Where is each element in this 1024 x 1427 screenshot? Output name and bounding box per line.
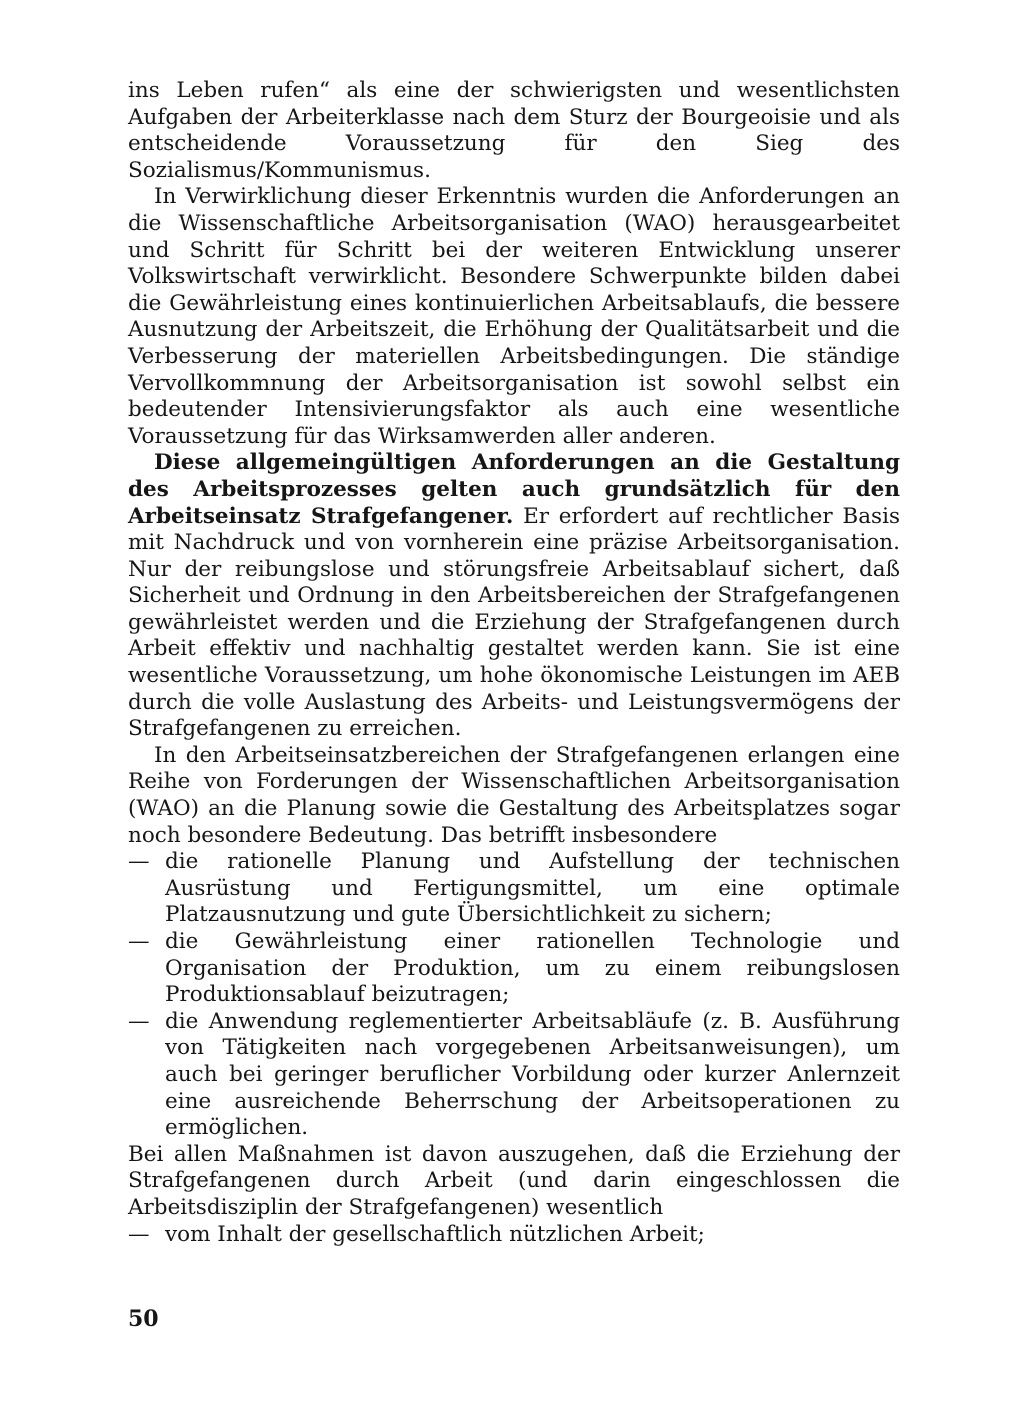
dash-bullet: — <box>128 929 150 954</box>
list-item-text: vom Inhalt der gesellschaftlich nützlichen Arbeit; <box>165 1221 705 1247</box>
list-item <box>128 929 900 1009</box>
dash-bullet: — <box>128 1221 150 1247</box>
paragraph-5: Bei allen Maßnahmen ist davon auszugehen, daß die Erziehung der Strafgefangenen durch Arbeit (und darin eingeschlossen die Arbeitsdisziplin der Strafgefangenen) wesentlich <box>128 1141 900 1220</box>
requirements-list <box>128 849 900 1142</box>
page-number: 50 <box>128 1306 159 1332</box>
list-item-text: die Anwendung reglementierter Arbeitsabläufe (z. B. Ausführung von Tätigkeiten nach vorgegebenen Arbeitsanweisungen), um auch bei geringer beruflicher Vorbildung oder kurzer Anlernzeit eine ausreichende Beherrschung der Arbeitsoperationen zu ermöglichen. <box>165 1008 900 1141</box>
list-item <box>128 1222 900 1249</box>
dash-bullet: — <box>128 849 150 875</box>
list-item <box>128 1009 900 1142</box>
paragraph-3-emphasis: Diese allgemeingültigen Anforderungen an die Gestaltung des Arbeitsprozesses gelten auch grundsätzlich für den Arbeitseinsatz Strafgefangener. <box>128 450 900 529</box>
paragraph-1: ins Leben rufen“ als eine der schwierigsten und wesentlichsten Aufgaben der Arbeiterklasse nach dem Sturz der Bourgeoisie und als entscheidende Voraussetzung für den Sieg des Sozialismus/Kommunismus. <box>128 78 900 183</box>
paragraph-4: In den Arbeitseinsatzbereichen der Strafgefangenen erlangen eine Reihe von Forderungen der Wissenschaftlichen Arbeitsorganisation (WAO) an die Planung sowie die Gestaltung des Arbeitsplatzes sogar noch besondere Bedeutung. Das betrifft insbesondere <box>128 742 900 848</box>
list-item-text: die Gewährleistung einer rationellen Technologie und Organisation der Produktion, um zu einem reibungslosen Produktionsablauf beizutragen; <box>165 929 900 1008</box>
dash-bullet: — <box>128 1008 150 1034</box>
paragraph-2: In Verwirklichung dieser Erkenntnis wurden die Anforderungen an die Wissenschaftliche Arbeitsorganisation (WAO) herausgearbeitet und Schritt für Schritt bei der weiteren Entwicklung unserer Volkswirtschaft verwirklicht. Besondere Schwerpunkte bilden dabei die Gewährleistung eines kontinuierlichen Arbeitsablaufs, die bessere Ausnutzung der Arbeitszeit, die Erhöhung der Qualitätsarbeit und die Verbesserung der materiellen Arbeitsbedingungen. Die ständige Vervollkommnung der Arbeitsorganisation ist sowohl selbst ein bedeutender Intensivierungsfaktor als auch eine wesentliche Voraussetzung für das Wirksamwerden aller anderen. <box>128 184 900 449</box>
paragraph-3-text: Er erfordert auf rechtlicher Basis mit Nachdruck und von vornherein eine präzise Arbeitsorganisation. Nur der reibungslose und störungsfreie Arbeitsablauf sichert, daß Sicherheit und Ordnung in den Arbeitsbereichen der Strafgefangenen gewährleistet werden und die Erziehung der Strafgefangenen durch Arbeit effektiv und nachhaltig gestaltet werden kann. Sie ist eine wesentliche Voraussetzung, um hohe ökonomische Leistungen im AEB durch die volle Auslastung des Arbeits- und Leistungsvermögens der Strafgefangenen zu erreichen. <box>128 503 900 742</box>
list-item-text: die rationelle Planung und Aufstellung der technischen Ausrüstung und Fertigungsmittel, um eine optimale Platzausnutzung und gute Übersichtlichkeit zu sichern; <box>165 849 900 928</box>
list-item <box>128 849 900 929</box>
document-body <box>128 78 900 1248</box>
paragraph-3 <box>128 450 900 743</box>
dependency-list <box>128 1222 900 1249</box>
